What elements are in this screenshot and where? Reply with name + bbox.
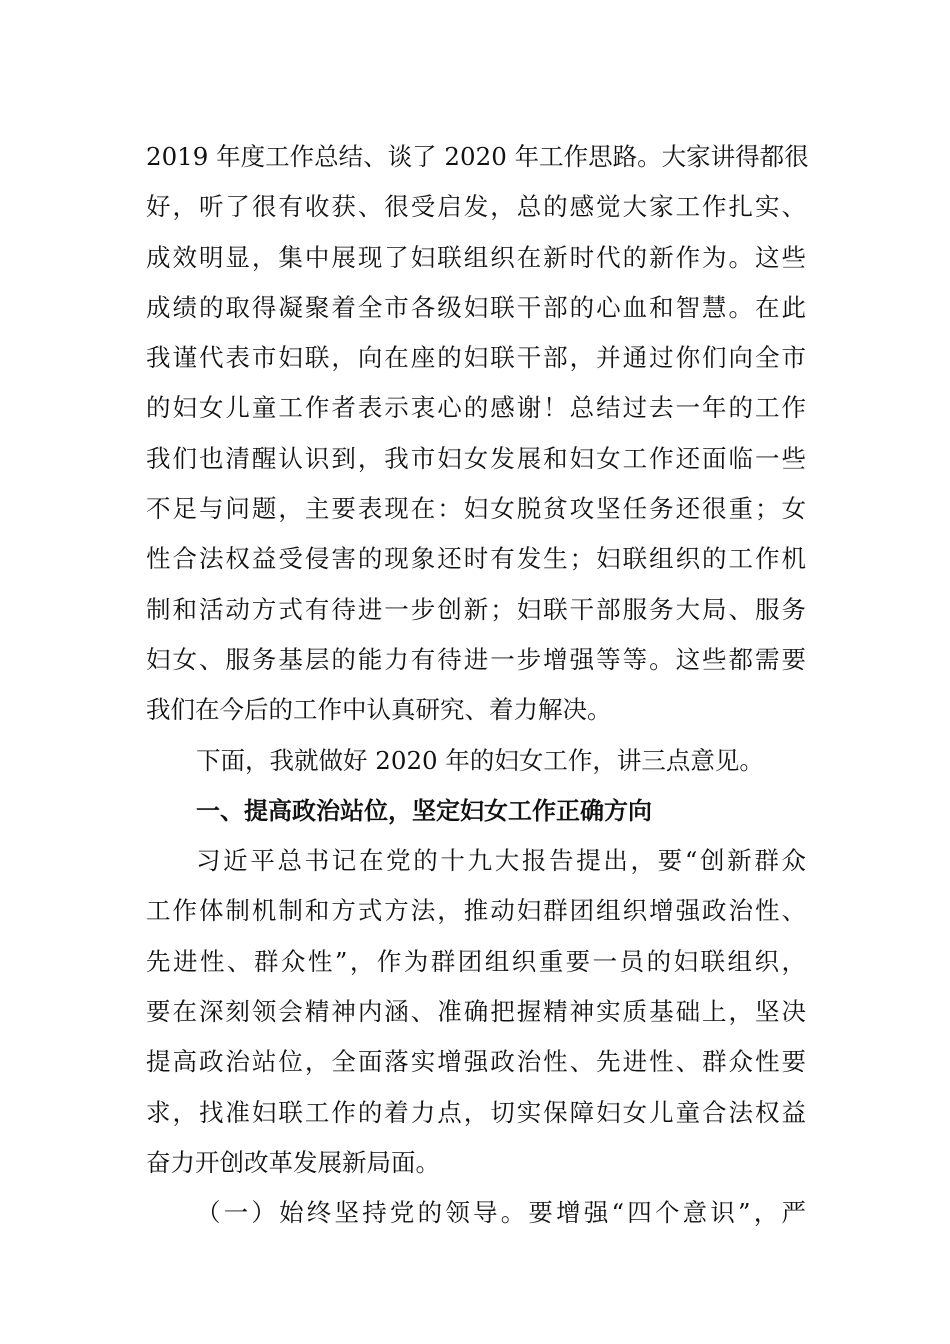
paragraph-3-line: 要在深刻领会精神内涵、准确把握精神实质基础上，坚决 [146, 997, 806, 1027]
paragraph-1-line: 成效明显，集中展现了妇联组织在新时代的新作为。这些 [146, 242, 806, 272]
paragraph-3-line: 求，找准妇联工作的着力点，切实保障妇女儿童合法权益 [146, 1097, 806, 1127]
paragraph-1-line: 好，听了很有收获、很受启发，总的感觉大家工作扎实、 [146, 192, 806, 222]
paragraph-1-line: 的妇女儿童工作者表示衷心的感谢！总结过去一年的工作 [146, 393, 806, 423]
paragraph-3-line: 先进性、群众性”，作为群团组织重要一员的妇联组织， [146, 946, 806, 976]
paragraph-1-line: 2019 年度工作总结、谈了 2020 年工作思路。大家讲得都很 [146, 142, 809, 171]
paragraph-1-line: 我们在今后的工作中认真研究、着力解决。 [146, 695, 612, 725]
paragraph-4-line: （一）始终坚持党的领导。要增强“四个意识”，严 [196, 1198, 806, 1228]
paragraph-2: 下面，我就做好 2020 年的妇女工作，讲三点意见。 [196, 745, 764, 775]
paragraph-1-line: 妇女、服务基层的能力有待进一步增强等等。这些都需要 [146, 644, 806, 674]
paragraph-1-line: 我们也清醒认识到，我市妇女发展和妇女工作还面临一些 [146, 443, 806, 473]
section-heading-1: 一、提高政治站位，坚定妇女工作正确方向 [196, 796, 652, 825]
paragraph-1-line: 制和活动方式有待进一步创新；妇联干部服务大局、服务 [146, 594, 806, 624]
paragraph-1-line: 我谨代表市妇联，向在座的妇联干部，并通过你们向全市 [146, 343, 806, 373]
paragraph-1-line: 性合法权益受侵害的现象还时有发生；妇联组织的工作机 [146, 544, 806, 574]
paragraph-1-line: 成绩的取得凝聚着全市各级妇联干部的心血和智慧。在此 [146, 292, 806, 322]
paragraph-1-line: 不足与问题，主要表现在：妇女脱贫攻坚任务还很重；女 [146, 494, 806, 524]
paragraph-3-line: 习近平总书记在党的十九大报告提出，要“创新群众 [196, 846, 806, 876]
paragraph-3-line: 奋力开创改革发展新局面。 [146, 1147, 440, 1177]
document-body [146, 132, 809, 1239]
paragraph-3-line: 工作体制机制和方式方法，推动妇群团组织增强政治性、 [146, 896, 806, 926]
paragraph-3-line: 提高政治站位，全面落实增强政治性、先进性、群众性要 [146, 1047, 806, 1077]
